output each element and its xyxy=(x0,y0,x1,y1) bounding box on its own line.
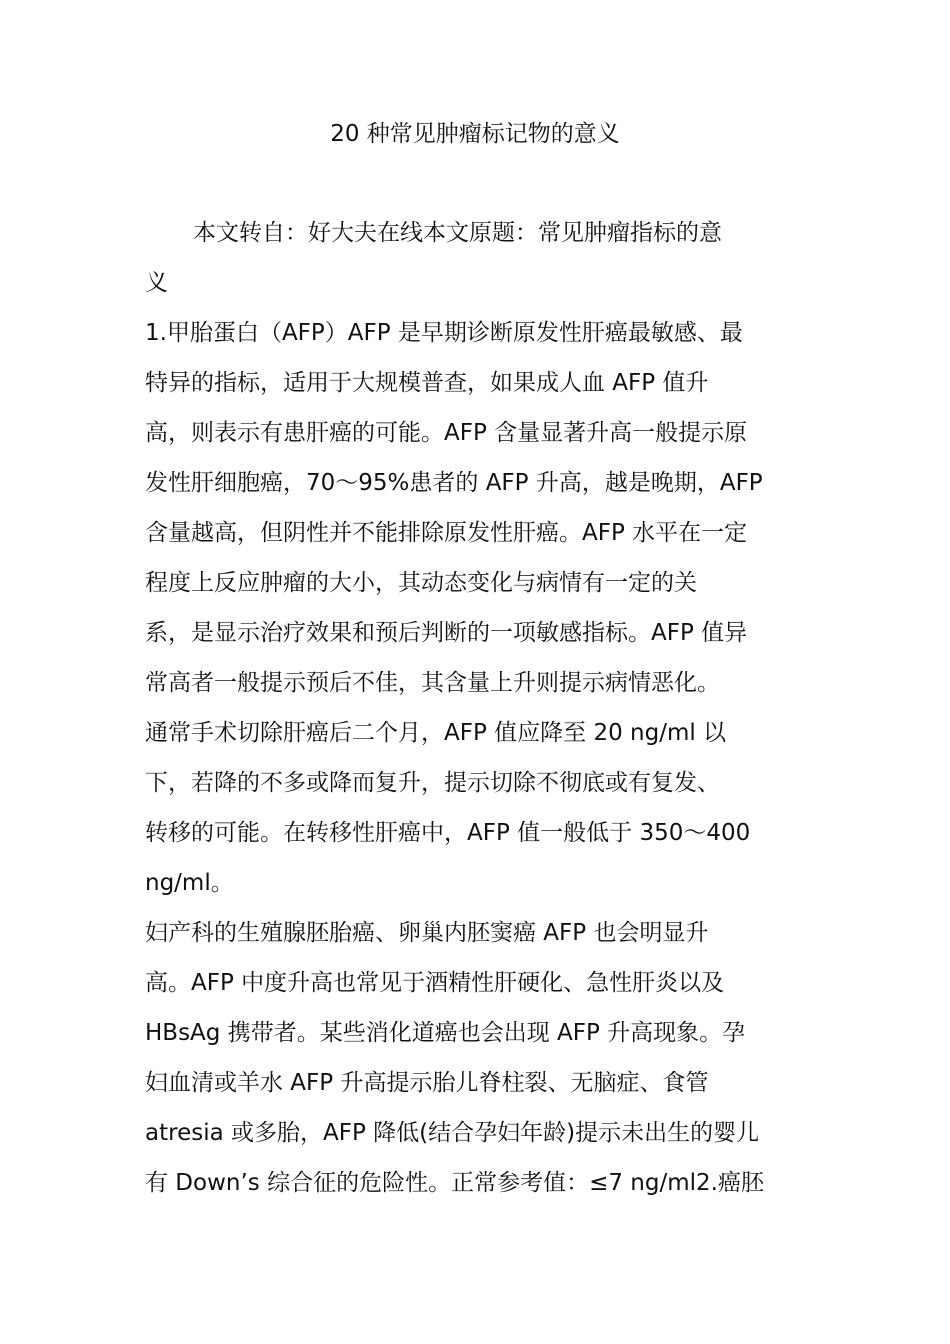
text-line: 系，是显示治疗效果和预后判断的一项敏感指标。AFP 值异 xyxy=(145,620,748,646)
text-line: atresia 或多胎，AFP 降低(结合孕妇年龄)提示未出生的婴儿 xyxy=(145,1120,760,1146)
text-line: 通常手术切除肝癌后二个月，AFP 值应降至 20 ng/ml 以 xyxy=(145,720,727,746)
text-line: 义 xyxy=(145,270,168,296)
text-line: 程度上反应肿瘤的大小，其动态变化与病情有一定的关 xyxy=(145,570,697,596)
text-line: 高，则表示有患肝癌的可能。AFP 含量显著升高一般提示原 xyxy=(145,420,748,446)
text-line: ng/ml。 xyxy=(145,870,234,896)
document-body xyxy=(145,208,825,1208)
text-line: 含量越高，但阴性并不能排除原发性肝癌。AFP 水平在一定 xyxy=(145,520,748,546)
text-line: 常高者一般提示预后不佳，其含量上升则提示病情恶化。 xyxy=(145,670,720,696)
document-title: 20 种常见肿瘤标记物的意义 xyxy=(330,121,620,147)
text-line: 特异的指标，适用于大规模普查，如果成人血 AFP 值升 xyxy=(145,370,709,396)
text-line: 本文转自：好大夫在线本文原题：常见肿瘤指标的意 xyxy=(193,220,722,246)
text-line: 高。AFP 中度升高也常见于酒精性肝硬化、急性肝炎以及 xyxy=(145,970,725,996)
text-line: HBsAg 携带者。某些消化道癌也会出现 AFP 升高现象。孕 xyxy=(145,1020,746,1046)
text-line: 转移的可能。在转移性肝癌中，AFP 值一般低于 350～400 xyxy=(145,820,751,846)
text-line: 妇产科的生殖腺胚胎癌、卵巢内胚窦癌 AFP 也会明显升 xyxy=(145,920,709,946)
text-line: 下，若降的不多或降而复升，提示切除不彻底或有复发、 xyxy=(145,770,720,796)
text-line: 1.甲胎蛋白（AFP）AFP 是早期诊断原发性肝癌最敏感、最 xyxy=(145,320,743,346)
text-line: 妇血清或羊水 AFP 升高提示胎儿脊柱裂、无脑症、食管 xyxy=(145,1070,709,1096)
text-line: 有 Down’s 综合征的危险性。正常参考值：≤7 ng/ml2.癌胚 xyxy=(145,1170,764,1196)
text-line: 发性肝细胞癌，70～95%患者的 AFP 升高，越是晚期，AFP xyxy=(145,470,763,496)
